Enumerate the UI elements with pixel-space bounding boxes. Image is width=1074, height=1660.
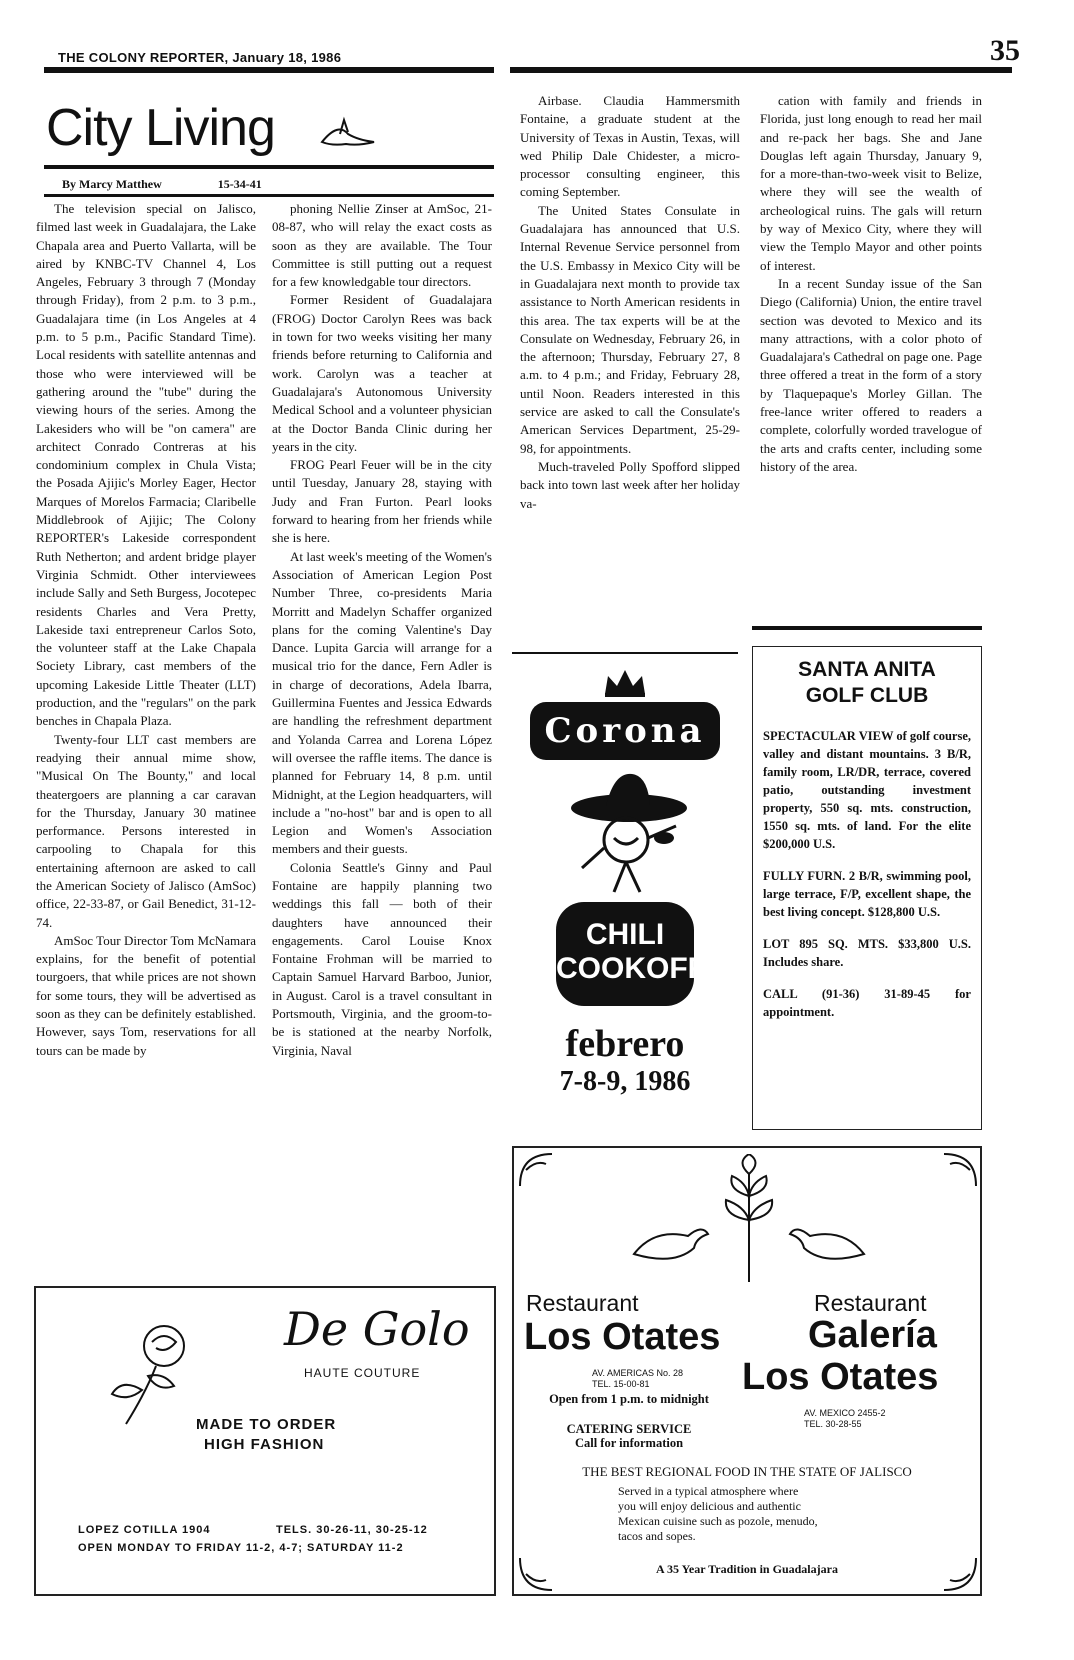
byline-rule: [44, 194, 494, 197]
description-line: Mexican cuisine such as pozole, menudo,: [618, 1514, 818, 1528]
description-line: tacos and sopes.: [618, 1529, 696, 1543]
left-restaurant-label: Restaurant: [526, 1290, 639, 1316]
ad-rule-santa-anita: [752, 626, 982, 630]
rose-icon: [86, 1312, 216, 1432]
article-paragraph: cation with family and friends in Florida, just long enough to read her mail and re-pack her bags. She and Jane Douglas left again Thursday, January 9, for a more-than-two-week visit to Belize, where they will see the wealth of archeological ruins. The gals will return by way of Mexico City, where they will view the Templo Mayor and other points of interest.: [760, 93, 982, 273]
ad-title-line-1: SANTA ANITA: [798, 658, 936, 681]
event-dates: 7-8-9, 1986: [559, 1066, 691, 1097]
article-paragraph: FROG Pearl Feuer will be in the city until Tuesday, January 28, staying with Judy and Fran Furton. Pearl looks forward to hearing from her friends while she is here.: [272, 457, 492, 546]
contact: CALL (91-36) 31-89-45 for appointment.: [763, 987, 971, 1019]
article-paragraph: In a recent Sunday issue of the San Diego (California) Union, the entire travel section was devoted to Mexico and its many attractions, with a color photo of Guadalajara's Cathedral on page one. Page three offered a treat in the form of a story by Tlaquepaque's Morley Gillan. The free-lance writer offered to readers a complete, colorfully worded travelogue of the arts and crafts center, including some history of the area.: [760, 275, 982, 474]
article-paragraph: Airbase. Claudia Hammersmith Fontaine, a graduate student at the University of Texas in Austin, Texas, will wed Philip Dale Chidester, a micro-processor consulting engineer, this coming September.: [520, 93, 740, 200]
listing: LOT 895 SQ. MTS. $33,800 U.S. Includes share.: [763, 937, 971, 969]
event-month: febrero: [565, 1023, 685, 1065]
ad-rule-corona: [512, 652, 738, 654]
left-catering: CATERING SERVICE: [566, 1422, 692, 1436]
article-paragraph: AmSoc Tour Director Tom McNamara explains, for the benefit of potential tourgoers, that while prices are not shown for some tours, they will be advertised as soon as they can be definitely established. However, says Tom, reservations for all tours can be made by: [36, 932, 256, 1058]
masthead-rule-right: [510, 67, 1012, 73]
left-restaurant-name: Los Otates: [524, 1316, 721, 1358]
masthead-title: THE COLONY REPORTER, January 18, 1986: [58, 50, 342, 65]
degolo-ad: [34, 1286, 496, 1596]
boutique-phones: TELS. 30-26-11, 30-25-12: [276, 1524, 428, 1536]
right-address: AV. MEXICO 2455-2: [804, 1408, 886, 1418]
corner-ornament-icon: [516, 1150, 556, 1190]
listings: [763, 727, 971, 1021]
bird-logo-icon: [318, 112, 378, 152]
birds-and-leaves-icon: [624, 1154, 874, 1284]
article-paragraph: At last week's meeting of the Women's Association of American Legion Post Number Three, co-presidents Maria Morritt and Madelyn Schaffer organized plans for the coming Valentine's Day Dance. Lupita Garcia will arrange for a musical trio for the dance, Fern Adler is in charge of decorations, Adela Ibarra, Guillermina Fuentes and Jessica Edwards are handling the refreshment department and Yolanda Carrea and Lorena López will oversee the raffle items. The dance is planned for February 14, 8 p.m. until Midnight, at the Legion headquarters, will include a "no-host" bar and is open to all Legion and Women's Association members and their guests.: [272, 548, 492, 857]
crown-icon: [600, 666, 650, 698]
description-line: Served in a typical atmosphere where: [618, 1484, 799, 1498]
left-address: AV. AMERICAS No. 28: [592, 1368, 684, 1378]
boutique-name: De Golo: [284, 1302, 470, 1356]
article-paragraph: Twenty-four LLT cast members are readying their annual mime show, "Musical On The Bounty," and local theatergoers are planning a car caravan for the Thursday, January 30 matinee performance. Persons interested in carpooling to Chapala for this entertaining afternoon are asked to call the American Society of Jalisco (AmSoc) office, 22-33-87, or Gail Benedict, 31-12-74.: [36, 731, 256, 930]
chili-cookoff-pot: [556, 902, 706, 1006]
right-restaurant-name-1: Galería: [808, 1314, 937, 1356]
listing: FULLY FURN. 2 B/R, swimming pool, large terrace, F/P, excellent shape, the best living concept. $128,800 U.S.: [763, 869, 971, 919]
corona-brand: Corona: [530, 702, 720, 760]
article-paragraph: phoning Nellie Zinser at AmSoc, 21-08-87, who will relay the exact costs as soon as they are available. The Tour Committee is still putting out a request for a few knowledgable tour directors.: [272, 201, 492, 290]
restaurant-tradition: A 35 Year Tradition in Guadalajara: [656, 1562, 838, 1576]
left-call: Call for information: [574, 1436, 684, 1450]
byline-phone: 15-34-41: [217, 177, 262, 191]
left-hours: Open from 1 p.m. to midnight: [549, 1392, 709, 1406]
right-restaurant-name-2: Los Otates: [742, 1356, 939, 1398]
sombrero-character-icon: [564, 768, 694, 898]
boutique-hours: OPEN MONDAY TO FRIDAY 11-2, 4-7; SATURDAY 11-2: [78, 1542, 404, 1554]
boutique-address: LOPEZ COTILLA 1904: [78, 1524, 211, 1536]
right-restaurant-label: Restaurant: [814, 1290, 927, 1316]
boutique-subtitle: HAUTE COUTURE: [304, 1366, 421, 1380]
article-paragraph: Former Resident of Guadalajara (FROG) Doctor Carolyn Rees was back in town for two weeks visiting her many friends before returning to California and work. Carolyn was a teacher at Guadalajara's Autonomous University Medical School and a volunteer physician at the Doctor Banda Clinic during her years in the city.: [272, 292, 492, 454]
logo-underline: [44, 165, 494, 169]
article-paragraph: Much-traveled Polly Spofford slipped back into town last week after her holiday va-: [520, 458, 740, 511]
article-paragraph: The United States Consulate in Guadalajara has announced that U.S. Internal Revenue Service personnel from the U.S. Embassy in Mexico City will be in Guadalajara next month to provide tax assistance to North American residents in this area. The tax experts will be at the Consulate on Wednesday, February 26, in the afternoon; Thursday, February 27, 8 a.m. to 4 p.m.; and Friday, February 28, until Noon. Readers interested in this service are asked to call the Consulate's American Services Department, 25-29-98, for appointments.: [520, 202, 740, 456]
byline-author: By Marcy Matthew: [62, 177, 162, 191]
article-paragraph: Colonia Seattle's Ginny and Paul Fontaine are happily planning two weddings this fall — both of their daughters have announced their engagements. Carol Louise Knox Fontaine Frohman will be married to Captain Samuel Harvard Barboo, Junior, in August. Carol is a travel consultant in Portsmouth, Virginia, and the groom-to-be is stationed at the nearby Norfolk, Virginia, Naval: [272, 859, 492, 1058]
ad-title-line-2: GOLF CLUB: [805, 684, 929, 707]
section-logo: [46, 98, 275, 158]
page-number: 35: [990, 34, 1020, 67]
santa-anita-ad: [752, 646, 982, 1130]
description-line: you will enjoy delicious and authentic: [618, 1499, 801, 1513]
article-column-3: [520, 92, 740, 647]
restaurant-ad: [512, 1146, 982, 1596]
listing: SPECTACULAR VIEW of golf course, valley and distant mountains. 3 B/R, family room, LR/DR, terrace, covered patio, outstanding investment property, 550 sq. mts. construction, 1550 sq. mts. of land. For the elite $200,000 U.S.: [763, 729, 971, 851]
tagline-2: HIGH FASHION: [204, 1436, 325, 1453]
masthead-rule-left: [44, 67, 494, 73]
event-line-1: CHILI: [585, 918, 665, 951]
corona-ad: [512, 662, 738, 1132]
article-paragraph: The television special on Jalisco, filmed last week in Guadalajara, the Lake Chapala area and Puerto Vallarta, will be aired by KNBC-TV Channel 4, Los Angeles, February 3 through 7 (Monday through Friday), from 2 p.m. to 3 p.m., Guadalajara time (in Los Angeles at 4 p.m. to 5 p.m., Pacific Standard Time). Local residents with satellite antennas and those who were interviewed will be gathering around the "tube" during the viewing hours of the series. Among the Lakesiders who will be "on camera" are architect Conrado Contreras at his condominium complex in Chula Vista; the Posada Ajijic's Morley Eager, Hector Marques of Morelos Farmacia; Claribelle Middlebrook of Ajijic; The Colony REPORTER's Lakeside correspondent Ruth Netherton; and ardent bridge player Virginia Schmidt. Other interviewees include Sally and Seth Burgess, Jocotepec residents Charles and Vera Pretty, Lakeside taxi entrepreneur Carlos Soto, the volunteer staff at the Lake Chapala Society Library, cast members of the upcoming Lakeside Little Theater (LLT) production, and the "regulars" on the park benches in Chapala Plaza.: [36, 201, 256, 729]
tagline-1: MADE TO ORDER: [196, 1416, 337, 1433]
section-logo-text: City Living: [46, 99, 275, 157]
article-column-4: [760, 92, 982, 612]
byline: [62, 177, 262, 192]
restaurant-description: [618, 1484, 898, 1544]
left-phone: TEL. 15-00-81: [592, 1379, 650, 1389]
article-column-2: [272, 200, 492, 1275]
article-column-1: [36, 200, 256, 1275]
restaurant-headline: THE BEST REGIONAL FOOD IN THE STATE OF JALISCO: [582, 1464, 912, 1479]
right-phone: TEL. 30-28-55: [804, 1419, 862, 1429]
event-line-2: COOKOFF: [556, 952, 706, 985]
corner-ornament-icon: [940, 1150, 980, 1190]
